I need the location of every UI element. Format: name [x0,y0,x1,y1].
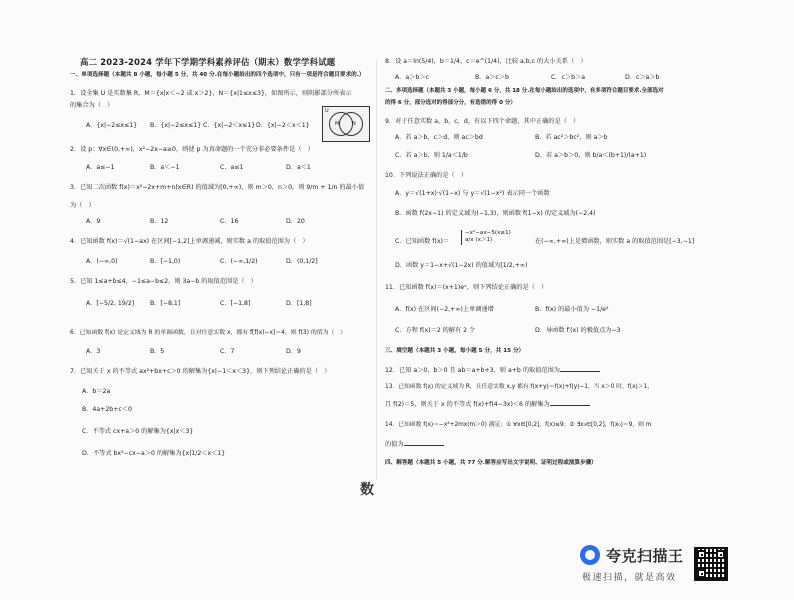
q10-option-c-cont: 在(−∞,+∞)上是增函数，则实数 a 的取值范围是[−3,−1] [535,238,695,245]
q10-option-d: D．函数 y＝1−x+√(1−2x) 的值域为[1/2,+∞) [395,262,528,269]
q3-option-b: B．12 [150,218,169,225]
q6-stem: 6．已知函数 f(x) 是定义域为 R 的单调函数，且对任意实数 x，都有 f[f(x)−x]＝4，则 f(3) 的值为（ ） [70,330,347,336]
q10-piece-2: a/x (x＞1) [465,237,493,244]
q2-stem: 2．设 p：∀x∈(0,+∞)，x²−2x−a≥0，则使 p 为真命题的一个充分非必要条件是（ ） [70,146,314,153]
q13-stem: 13．已知函数 f(x) 的定义域为 R，且任意实数 x,y 都有 f(x+y)＝f(x)+f(y)−1，当 x＞0 时，f(x)＞1， [385,384,654,390]
section-3-heading: 三、填空题（本题共 3 小题，每小题 5 分，共 15 分） [385,348,525,354]
venn-label-n: N [352,121,356,127]
q13-stem-cont [385,400,590,409]
q12-text: 12．已知 a＞0，b＞0 且 ab＝a+b+3，则 a+b 的取值范围为 [385,367,560,374]
q5-option-c: C．[−1,8] [220,300,251,307]
q9-option-c: C．若 a＞b，则 1/a＜1/b [395,152,468,159]
q14-stem: 14．已知函数 f(x)＝−x²+2mx(m＞0) 满足：① ∀x∈[0,2]，f(x)≤9；② ∃x₀∈[0,2]，f(x₀)＝9，则 m [385,422,652,428]
q5-option-b: B．[−8,1] [150,300,181,307]
column-divider [376,60,377,480]
venn-diagram [322,106,370,142]
venn-circle-n [339,112,363,136]
q10-option-a: A．y＝√(1+x)·√(1−x) 与 y＝√(1−x²) 表示同一个函数 [395,190,550,197]
q4-stem: 4．已知函数 f(x)＝√(1−ax) 在区间[−1,2]上单调递减，则实数 a 的取值范围为（ ） [70,238,309,245]
q9-option-b: B．若 ac²＞bc²，则 a＞b [535,134,608,141]
q7-option-d: D．不等式 bx²−cx−a＞0 的解集为{x|1/2＜x＜1} [82,450,226,457]
q7-option-b: B．4a+2b+c＜0 [82,406,132,413]
q2-option-c: C．a≤1 [220,164,244,171]
q14-text: 的值为 [385,441,404,448]
q1-option-d: D．{x|−2＜x＜1} [256,122,310,129]
q3-option-c: C．16 [220,218,239,225]
q10-stem: 10．下列说法正确的是（ ） [385,172,468,179]
q10-piecewise [461,230,511,245]
q8-stem: 8．设 a＝ln(5/4)，b＝1/4，c＝e^(1/4)，比较 a,b,c 的大小关系（ ） [385,58,587,65]
q11-option-b: B．f(x) 的最小值为 −1/e² [535,306,609,313]
brand-slogan: 极速扫描，就是高效 [582,573,677,583]
quark-logo-icon [580,545,600,565]
q2-option-d: D．a＜1 [286,164,311,171]
q14-blank [404,440,444,446]
q9-stem: 9．对于任意实数 a，b，c，d，有以下四个命题，其中正确的是（ ） [385,118,580,125]
q1-option-a: A．{x|−2≤x≤1} [86,122,138,129]
q2-option-b: B．a＜−1 [150,164,180,171]
q3-stem: 3．已知二次函数 f(x)＝x²−2x+m+n(x∈R) 的值域为[0,+∞)，则 m＞0，n＞0，则 9/m + 1/n 的最小值 [70,184,365,191]
q11-option-a: A．f(x) 在区间(−2,+∞)上单调递增 [395,306,494,313]
q6-option-d: D．9 [286,348,301,355]
q1-stem: 1．设全集 U 是实数集 R，M＝{x|x＜−2 或 x＞2}，N＝{x|1≤x≤3}，如图所示，则阴影部分所表示 [70,90,352,97]
q12-stem [385,366,600,375]
brand-name: 夸克扫描王 [606,547,684,565]
qr-code-icon [694,547,728,581]
section-4-heading: 四、解答题（本题共 5 小题，共 77 分.解答应写出文字说明、证明过程或演算步骤） [385,460,597,466]
q3-stem-cont: 为（ ） [70,202,95,209]
q7-stem: 7．已知关于 x 的不等式 ax²+bx+c＞0 的解集为{x|−1＜x＜3}，则下列结论正确的是（ ） [70,368,331,375]
q14-stem-cont [385,440,444,449]
q6-option-b: B．5 [150,348,165,355]
q10-option-b: B．函数 f(2x−1) 的定义域为(−1,3)，则函数 f(1−x) 的定义域为(−2,4) [395,210,596,217]
q9-option-d: D．若 a＞b＞0，则 b/a＜(b+1)/(a+1) [535,152,647,159]
venn-label-m: M [335,121,340,127]
q6-option-c: C．7 [220,348,235,355]
section-2-heading-cont: 的得 6 分，部分选对的得部分分，有选错的得 0 分） [385,100,516,106]
venn-label-u: U [325,108,329,114]
handwritten-mark: 数 [360,482,374,498]
q4-option-c: C．(−∞,1/2) [220,258,258,265]
q1-option-c: C．{x|−2＜x≤1} [203,122,256,129]
q4-option-d: D．(0,1/2] [286,258,318,265]
section-1-heading: 一、单项选择题（本题共 8 小题，每小题 5 分，共 40 分.在每小题给出的四个选项中，只有一项是符合题目要求的.） [70,72,365,78]
q10-option-c: C．已知函数 f(x)＝ [395,238,450,245]
exam-title: 高二 2023-2024 学年下学期学科素养评估（期末）数学学科试题 [80,57,336,67]
q1-option-b: B．{x|−2≤x≤1} [150,122,202,129]
q8-option-c: C．c＞b＞a [551,74,586,81]
q5-stem: 5．已知 1≤a+b≤4，−1≤a−b≤2，则 3a−b 的取值范围是（ ） [70,278,257,285]
q1-stem-cont: 的集合为（ ） [70,102,114,109]
q7-option-c: C．不等式 cx+a＞0 的解集为{x|x＜3} [82,428,194,435]
q8-option-b: B．a＞c＞b [475,74,509,81]
q11-stem: 11．已知函数 f(x)＝(x+1)eˣ，则下列结论正确的是（ ） [385,284,548,291]
q8-option-a: A．a＞b＞c [395,74,429,81]
q9-option-a: A．若 a＞b，c＞d，则 ac＞bd [395,134,483,141]
q5-option-d: D．[1,8] [286,300,312,307]
q10-piece-1: −x²−ax−5(x≤1) [465,230,511,236]
q8-option-d: D．c＞a＞b [625,74,660,81]
q11-option-c: C．方程 f(x)＝2 的解有 2 个 [395,327,476,334]
q13-text: 且 f(2)＝5，则关于 x 的不等式 f(x)+f(4−3x)＜6 的解集为 [385,401,550,408]
q3-option-d: D．20 [286,218,305,225]
q5-option-a: A．[−5/2, 19/2] [86,300,135,307]
q4-option-b: B．[−1,0) [150,258,181,265]
q13-blank [550,400,590,406]
q12-blank [560,366,600,372]
q4-option-a: A．(−∞,0) [86,258,118,265]
section-2-heading: 二、多项选择题（本题共 3 小题，每小题 6 分，共 18 分.在每小题给出的选项中，有多项符合题目要求.全部选对 [385,88,664,94]
q6-option-a: A．3 [86,348,101,355]
q3-option-a: A．9 [86,218,101,225]
q11-option-d: D．导函数 f′(x) 的极值点为−3 [535,327,621,334]
q7-option-a: A．b＝2a [82,388,111,395]
q2-option-a: A．a≤−1 [86,164,115,171]
